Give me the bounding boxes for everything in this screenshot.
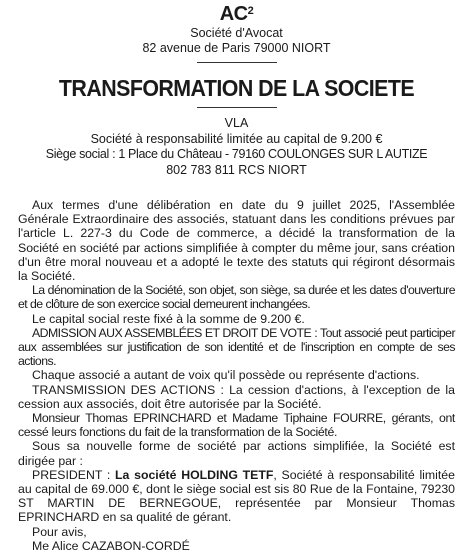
closing-line: Pour avis,	[32, 524, 87, 539]
president-label: PRESIDENT :	[32, 467, 116, 482]
notice-title: TRANSFORMATION DE LA SOCIETE	[58, 75, 415, 101]
paragraph-admission: ADMISSION AUX ASSEMBLÉES ET DROIT DE VOTE : Tout associé peut participer aux assemblées sur justification de son identité et de l'inscription en compte de ses actions.	[18, 325, 455, 369]
header-divider	[197, 62, 277, 63]
paragraph-former-managers: Monsieur Thomas EPRINCHARD et Madame Tiphaine FOURRE, gérants, ont cessé leurs fonctions du fait de la transformation de la Société.	[18, 411, 455, 440]
firm-logo-main: AC	[219, 3, 248, 25]
firm-logo-superscript: 2	[247, 5, 254, 17]
company-name: VLA	[224, 116, 249, 130]
paragraph-denomination: La dénomination de la Société, son objet, son siège, sa durée et les dates d'ouverture et de clôture de son exercice social demeurent inchangées.	[18, 283, 455, 312]
notice-body	[18, 198, 455, 553]
president-name: La société HOLDING TETF	[115, 467, 274, 482]
title-divider	[197, 107, 277, 108]
paragraph-deliberation: Aux termes d'une délibération en date du 9 juillet 2025, l'Assemblée Générale Extraordinaire des associés, statuant dans les conditions prévues par l'article L. 227-3 du Code de commerce, a décidé la transformation de la Société en société par actions simplifiée à compter du même jour, sans création d'un être moral nouveau et a adopté le texte des statuts qui régiront désormais la Société.	[18, 198, 455, 284]
company-form: Société à responsabilité limitée au capital de 9.200 €	[90, 131, 383, 146]
president-details: , Société à responsabilité limitée au capital de 69.000 €, dont le siège social est sis 80 Rue de la Fontaine, 79230 ST MARTIN DE BERNEGOUE, représentée par Monsieur Thomas EPRINCHARD en sa qualité de gérant.	[18, 467, 455, 525]
paragraph-new-direction: Sous sa nouvelle forme de société par actions simplifiée, la Société est dirigée par :	[18, 439, 455, 468]
company-seat: Siège social : 1 Place du Château - 79160 COULONGES SUR L AUTIZE	[45, 147, 428, 161]
firm-address: 82 avenue de Paris 79000 NIORT	[142, 41, 331, 55]
paragraph-transmission: TRANSMISSION DES ACTIONS : La cession d'actions, à l'exception de la cession aux associés, doit être autorisée par la Société.	[18, 382, 455, 411]
paragraph-president	[18, 468, 455, 525]
company-rcs: 802 783 811 RCS NIORT	[166, 162, 307, 177]
company-block	[18, 116, 455, 178]
legal-notice-page	[0, 2, 473, 553]
paragraph-capital: Le capital social reste fixé à la somme de 9.200 €.	[32, 311, 305, 326]
firm-logo	[18, 2, 455, 26]
paragraph-voting: Chaque associé a autant de voix qu'il possède ou représente d'actions.	[32, 368, 420, 383]
firm-type: Société d'Avocat	[190, 26, 283, 40]
signature: Me Alice CAZABON-CORDÉ	[32, 538, 190, 553]
